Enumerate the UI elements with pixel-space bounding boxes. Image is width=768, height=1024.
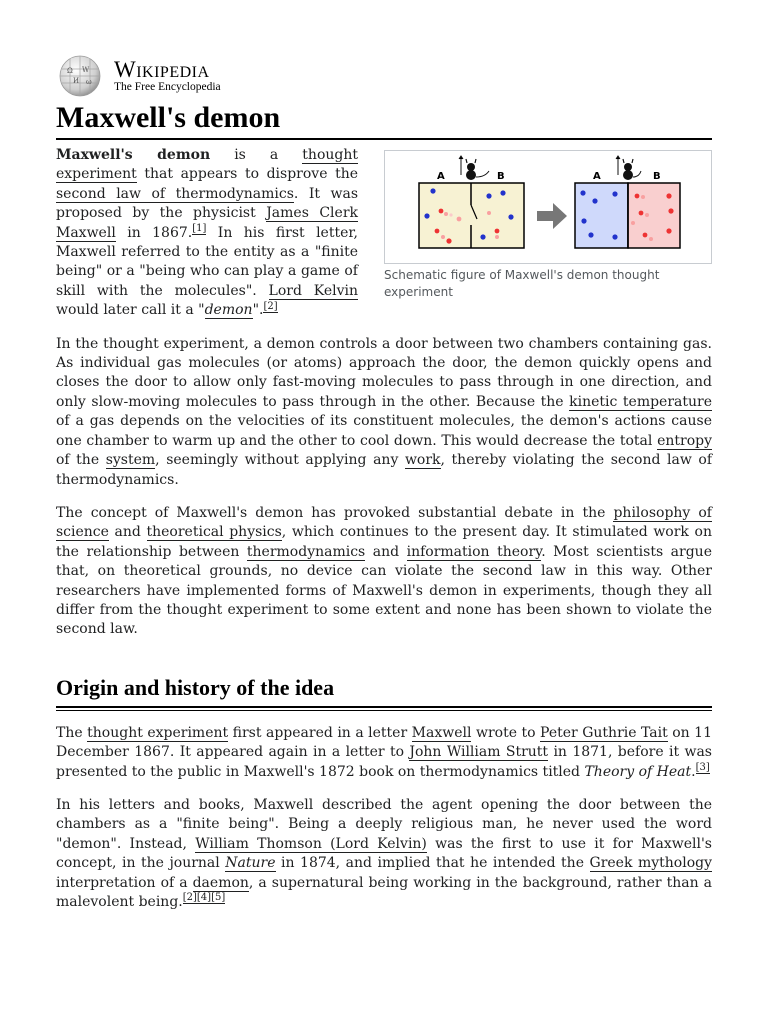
svg-text:Ω: Ω (67, 67, 73, 75)
ref-2b[interactable]: [2] (182, 892, 197, 904)
ref-1[interactable]: [1] (192, 222, 207, 234)
link-peter-guthrie-tait[interactable]: Peter Guthrie Tait (540, 724, 668, 741)
transition-arrow-icon (537, 203, 567, 229)
ref-2[interactable]: [2] (263, 300, 278, 312)
origin-paragraph-1: The thought experiment first appeared in a letter Maxwell wrote to Peter Guthrie Tait on 11 December 1867. It appeared again in a letter to John William Strutt in 1871, before it was presented to the public in Maxwell's 1872 book on thermodynamics titled Theory of Heat.[3] (56, 724, 712, 780)
section-heading-origin: Origin and history of the idea (56, 674, 712, 708)
page-title: Maxwell's demon (56, 100, 712, 140)
svg-text:ω: ω (86, 78, 92, 86)
figure (384, 150, 712, 301)
site-wordmark[interactable] (114, 59, 221, 93)
link-john-william-strutt[interactable]: John William Strutt (409, 744, 549, 761)
ref-5[interactable]: [5] (211, 892, 226, 904)
chamber-hot (628, 183, 680, 248)
ref-4[interactable]: [4] (196, 892, 212, 904)
ref-3[interactable]: [3] (695, 761, 710, 773)
link-information-theory[interactable]: information theory (406, 543, 542, 560)
link-thought-experiment[interactable]: thought experiment (56, 147, 358, 183)
link-nature[interactable]: Nature (225, 855, 276, 872)
link-second-law[interactable]: second law of thermodynamics (56, 185, 294, 202)
svg-text:W: W (82, 66, 90, 74)
link-greek-mythology[interactable]: Greek mythology (589, 855, 713, 872)
figure-image-frame[interactable] (384, 150, 712, 264)
figure-caption: Schematic figure of Maxwell's demon thought experiment (384, 268, 660, 299)
label-b-left: B (497, 171, 505, 182)
link-demon[interactable]: demon (204, 302, 253, 319)
link-work[interactable]: work (404, 452, 441, 469)
wikipedia-globe-logo[interactable] (56, 55, 104, 97)
article-page (56, 54, 712, 912)
site-header (56, 54, 712, 98)
link-kinetic-temperature[interactable]: kinetic temperature (569, 393, 712, 410)
demon-icon-left (459, 156, 489, 180)
intro-paragraph-2: In the thought experiment, a demon controls a door between two chambers containing gas. As individual gas molecules (or atoms) approach the door, the demon quickly opens and closes the door to allow only fast-moving molecules to pass through in one direction, and only slow-moving molecules to pass through in the other. Because the kinetic temperature of a gas depends on the velocities of its constituent molecules, the demon's actions cause one chamber to warm up and the other to cool down. This would decrease the total entropy of the system, seemingly without applying any work, thereby violating the second law of thermodynamics. (56, 335, 712, 488)
intro-paragraph-3: The concept of Maxwell's demon has provoked substantial debate in the philosophy of science and theoretical physics, which continues to the present day. It stimulated work on the relationship between thermodynamics and information theory. Most scientists argue that, on theoretical grounds, no device can violate the second law in this way. Other researchers have implemented forms of Maxwell's demon in experiments, though they all differ from the thought experiment to some extent and none has been shown to violate the second law. (56, 504, 712, 638)
site-tagline: The Free Encyclopedia (114, 81, 221, 93)
demon-schematic (385, 151, 711, 263)
link-theoretical-physics[interactable]: theoretical physics (146, 524, 282, 541)
site-name: Wikipedia (114, 57, 210, 82)
link-maxwell[interactable]: Maxwell (411, 724, 472, 741)
book-title: Theory of Heat (584, 763, 692, 780)
link-lord-kelvin[interactable]: Lord Kelvin (268, 282, 358, 299)
link-thought-experiment-2[interactable]: thought experiment (87, 724, 229, 741)
demon-icon-right (616, 156, 641, 180)
label-a-right: A (593, 171, 601, 182)
label-a-left: A (437, 171, 445, 182)
link-thermodynamics[interactable]: thermodynamics (246, 543, 366, 560)
link-daemon[interactable]: daemon (192, 874, 249, 891)
label-b-right: B (653, 171, 661, 182)
svg-text:И: И (73, 77, 80, 85)
lead-term: Maxwell's demon (56, 147, 211, 163)
origin-paragraph-2: In his letters and books, Maxwell described the agent opening the door between the chambers as a "finite being". Being a deeply religious man, he never used the word "demon". Instead, William Thomson (Lord Kelvin) was the first to use it for Maxwell's concept, in the journal Nature in 1874, and implied that he intended the Greek mythology interpretation of a daemon, a supernatural being working in the background, rather than a malevolent being.[2][4][5] (56, 796, 713, 910)
link-system[interactable]: system (105, 452, 156, 469)
intro-paragraph-1: Maxwell's demon is a thought experiment that appears to disprove the second law of thermodynamics. It was proposed by the physicist James Clerk Maxwell in 1867.[1] In his first letter, Maxwell referred to the entity as a "finite being" or a "being who can play a game of skill with the molecules". Lord Kelvin would later call it a "demon".[2] (56, 147, 358, 319)
link-entropy[interactable]: entropy (657, 432, 712, 449)
link-william-thomson[interactable]: William Thomson (Lord Kelvin) (195, 835, 427, 852)
link-philosophy-of-science[interactable]: philosophy of science (56, 504, 712, 541)
link-james-clerk-maxwell[interactable]: James Clerk Maxwell (56, 205, 358, 241)
